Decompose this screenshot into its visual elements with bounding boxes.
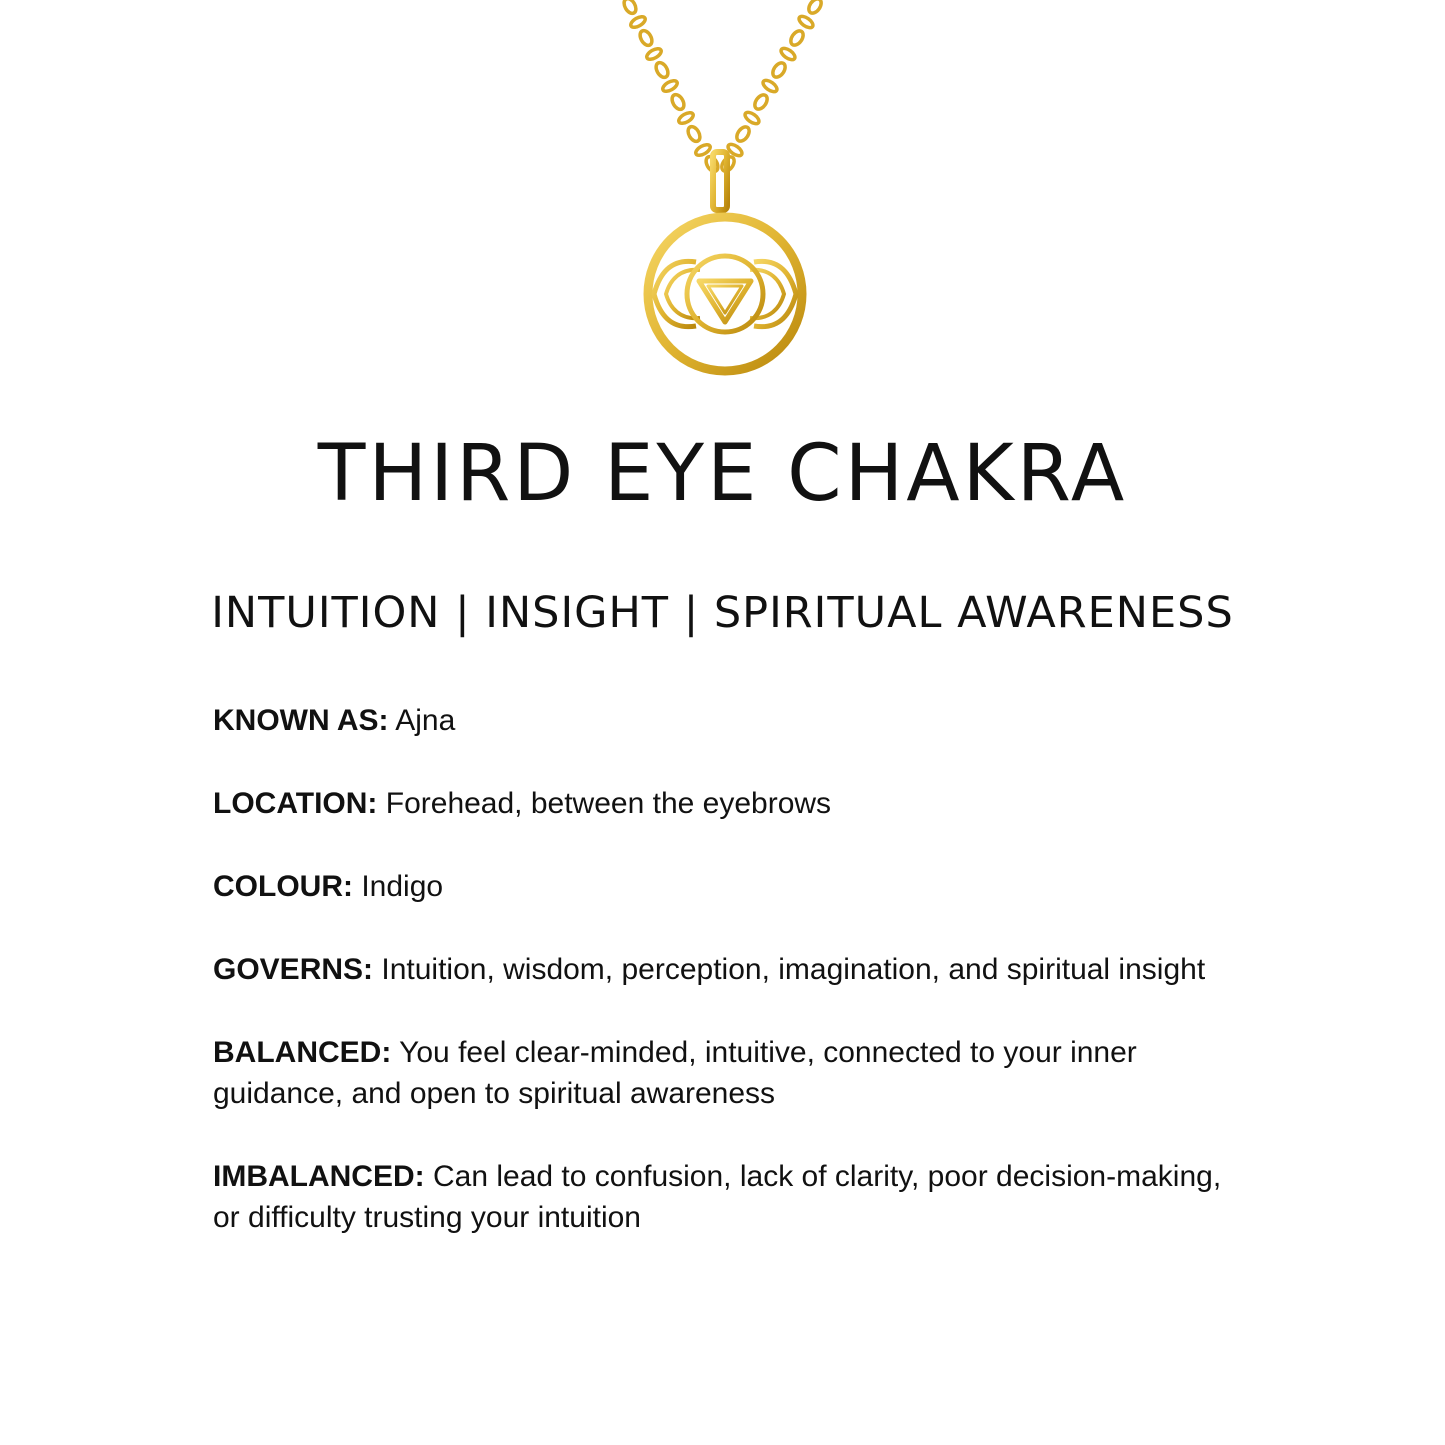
pendant-ring xyxy=(648,217,802,371)
fact-text: You feel clear-minded, intuitive, connected to your inner guidance, and open to spiritual awareness xyxy=(213,1036,1137,1110)
fact-label: COLOUR: xyxy=(213,870,353,903)
fact-balanced xyxy=(213,1032,1233,1114)
fact-label: BALANCED: xyxy=(213,1036,392,1069)
fact-label: LOCATION: xyxy=(213,787,378,820)
chain-right xyxy=(719,0,823,173)
fact-label: GOVERNS: xyxy=(213,953,374,986)
fact-known-as xyxy=(213,700,1233,741)
fact-text: Ajna xyxy=(388,704,456,737)
fact-text: Can lead to confusion, lack of clarity, poor decision-making, or difficulty trusting your intuition xyxy=(213,1160,1222,1234)
chain-left xyxy=(622,0,721,173)
fact-colour xyxy=(213,866,1233,907)
page-title: THIRD EYE CHAKRA xyxy=(317,429,1128,519)
fact-text: Indigo xyxy=(352,870,444,903)
fact-label: IMBALANCED: xyxy=(213,1160,425,1193)
chakra-facts-list xyxy=(213,700,1233,1280)
fact-text: Forehead, between the eyebrows xyxy=(377,787,832,820)
third-eye-chakra-pendant-icon xyxy=(0,0,1445,400)
page-subtitle: INTUITION | INSIGHT | SPIRITUAL AWARENESS xyxy=(211,588,1234,638)
pendant-bail xyxy=(713,152,727,210)
fact-governs xyxy=(213,949,1233,990)
fact-location xyxy=(213,783,1233,824)
fact-text: Intuition, wisdom, perception, imagination, and spiritual insight xyxy=(373,953,1206,986)
fact-imbalanced xyxy=(213,1156,1233,1238)
fact-label: KNOWN AS: xyxy=(213,704,389,737)
